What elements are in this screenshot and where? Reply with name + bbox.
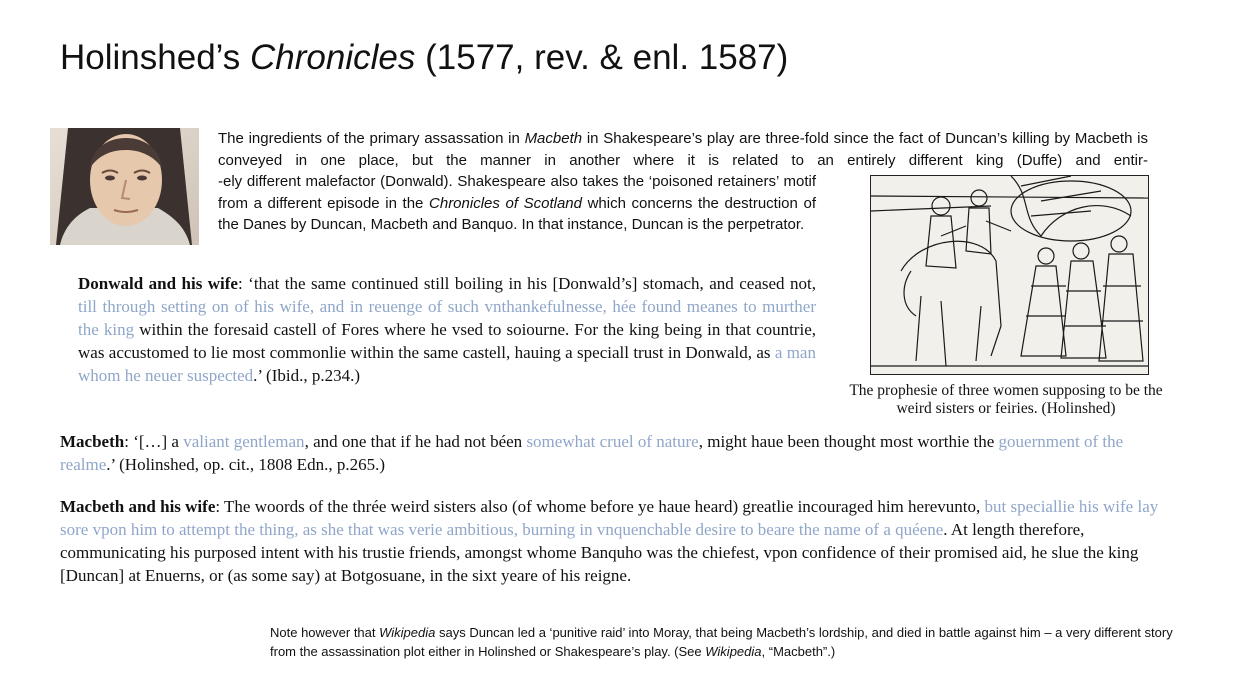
quote-donwald: Donwald and his wife: ‘that the same continued still boiling in his [Donwald’s] stomach, and ceased not, till through setting on of his wife, and in reuenge of such vnthankefulnesse, hée found meanes to murther the king within the foresaid castell of Fores where he vsed to soiourne. For the king being in that countrie, was accustomed to lie most commonlie within the same castell, hauing a speciall trust in Donwald, as a man whom he neuer suspected.’ (Ibid., p.234.) [78, 274, 816, 385]
footnote: Note however that Wikipedia says Duncan led a ‘punitive raid’ into Moray, that being Macbeth’s lordship, and died in battle against him – a very different story from the assassination plot either in Holinshed or Shakespeare’s play. (See Wikipedia, “Macbeth”.) [270, 625, 1173, 659]
page-title: Holinshed’s Chronicles (1577, rev. & enl. 1587) [60, 38, 789, 77]
quote-macbeth: Macbeth: ‘[…] a valiant gentleman, and one that if he had not béen somewhat cruel of nature, might haue been thought most worthie the gouernment of the realme.’ (Holinshed, op. cit., 1808 Edn., p.265.) [60, 432, 1124, 474]
quote-macbeth-and-wife: Macbeth and his wife: The woords of the thrée weird sisters also (of whome before ye haue heard) greatlie incouraged him herevunto, but speciallie his wife lay sore vpon him to attempt the thing, as she that was verie ambitious, burning in vnquenchable desire to beare the name of a quéene. At length therefore, communicating his purposed intent with his trustie friends, amongst whome Banquho was the chiefest, vpon confidence of their promised aid, he slue the king [Duncan] at Enuerns, or (as some say) at Botgosuane, in the sixt yeare of his reigne. [60, 497, 1159, 585]
woodcut-image [870, 175, 1149, 375]
intro-paragraph-top: The ingredients of the primary assassation in Macbeth in Shakespeare’s play are three-fold since the fact of Duncan’s killing by Macbeth is conveyed in one place, but the manner in another where it is related to an entirely different king (Duffe) and entir- [218, 130, 1148, 169]
portrait-image [50, 128, 199, 245]
image-caption: The prophesie of three women supposing to be the weird sisters or feiries. (Holinshed) [849, 382, 1163, 417]
intro-paragraph-continued: -ely different malefactor (Donwald). Shakespeare also takes the ‘poisoned retainers’ motif from a different episode in the Chronicles of Scotland which concerns the destruction of the Danes by Duncan, Macbeth and Banquo. In that instance, Duncan is the perpetrator. [218, 173, 816, 233]
